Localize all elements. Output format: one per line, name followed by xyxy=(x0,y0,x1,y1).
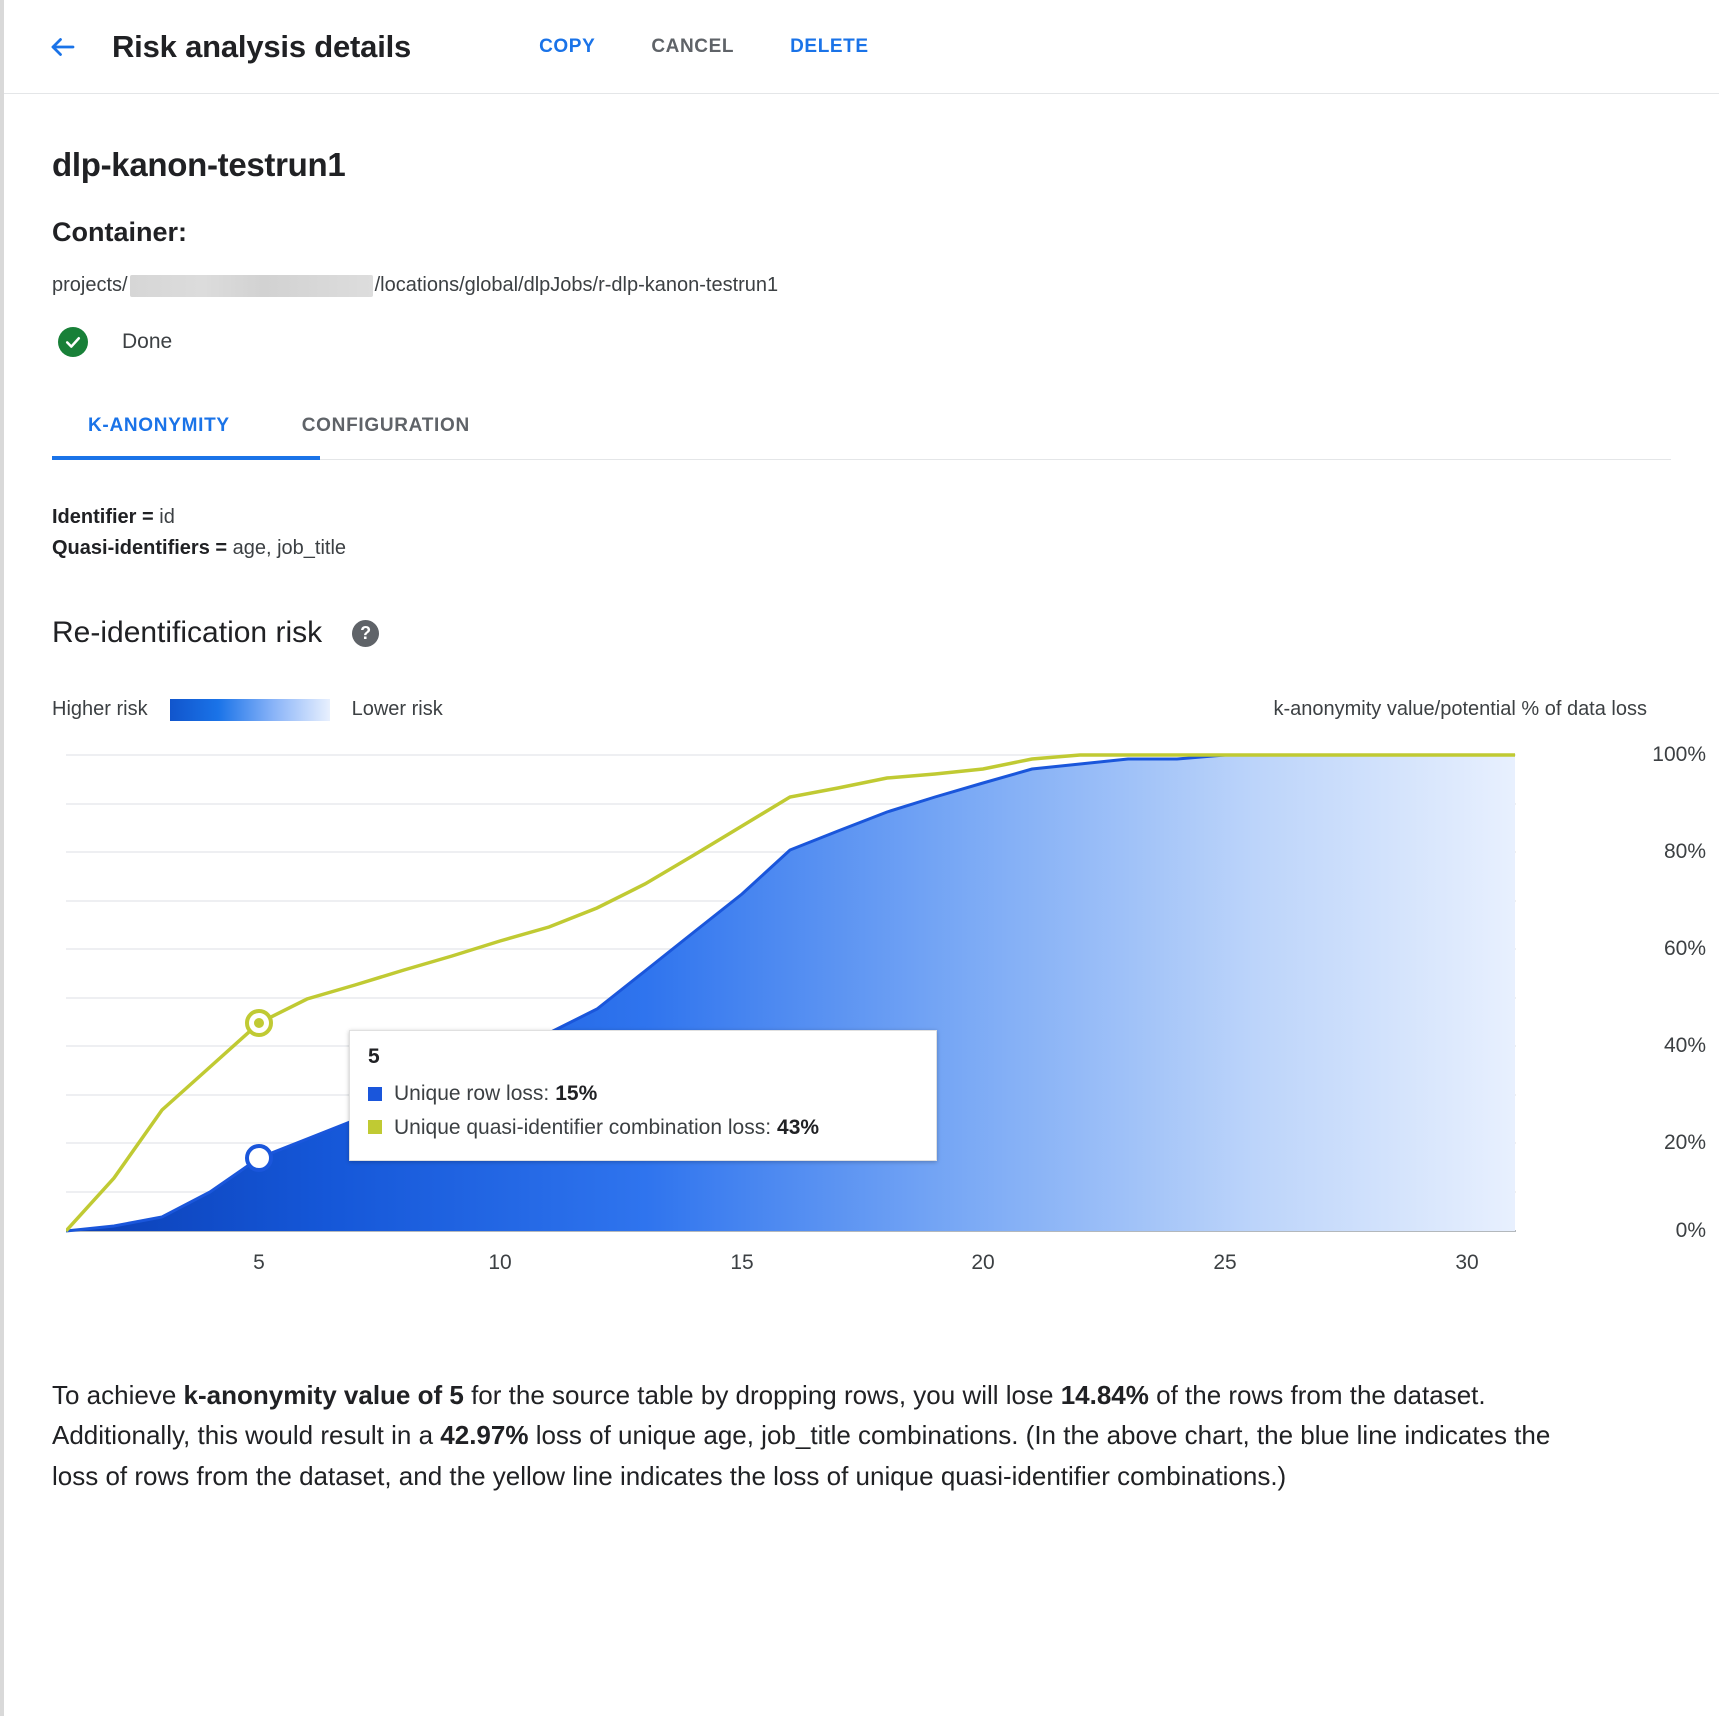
tab-configuration[interactable]: CONFIGURATION xyxy=(301,415,470,436)
risk-legend xyxy=(52,698,1671,721)
legend-gradient-bar xyxy=(170,699,330,721)
y-tick-60: 60% xyxy=(1663,937,1706,960)
container-path xyxy=(52,274,1671,297)
chart-marker-row-loss xyxy=(247,1146,271,1170)
y-tick-0: 0% xyxy=(1675,1219,1706,1242)
summary-part-3: of the rows from the dataset. Additionally, this would result in a xyxy=(52,1380,1486,1451)
status-text: Done xyxy=(122,330,173,353)
x-tick-10: 10 xyxy=(488,1251,512,1274)
y-tick-80: 80% xyxy=(1663,840,1706,863)
quasi-identifier-row xyxy=(52,533,1671,564)
tooltip-row-loss xyxy=(368,1077,918,1111)
tooltip-row-loss-label: Unique row loss: xyxy=(394,1082,550,1105)
tooltip-row-loss-value: 15% xyxy=(555,1082,598,1105)
x-tick-15: 15 xyxy=(730,1251,754,1274)
y-tick-40: 40% xyxy=(1663,1034,1706,1057)
chart-axis-caption: k-anonymity value/potential % of data loss xyxy=(1273,698,1647,720)
identifier-row xyxy=(52,502,1671,533)
identifier-summary xyxy=(52,502,1671,564)
x-tick-25: 25 xyxy=(1213,1251,1237,1274)
quasi-identifier-value: age, job_title xyxy=(227,537,347,559)
summary-paragraph xyxy=(52,1375,1671,1496)
container-path-suffix: /locations/global/dlpJobs/r-dlp-kanon-testrun1 xyxy=(374,274,779,296)
tooltip-row-loss-swatch xyxy=(368,1087,382,1101)
identifier-value: id xyxy=(153,506,175,528)
quasi-identifier-label: Quasi-identifiers = xyxy=(52,537,228,559)
tooltip-combination-loss xyxy=(368,1111,918,1145)
legend-higher-risk-label: Higher risk xyxy=(52,698,148,720)
tab-bar xyxy=(52,399,1671,460)
chart-tooltip xyxy=(349,1030,937,1161)
container-label: Container: xyxy=(52,217,187,247)
risk-section-title: Re-identification risk xyxy=(52,616,323,649)
x-tick-5: 5 xyxy=(253,1251,265,1274)
tooltip-k-value: 5 xyxy=(368,1045,380,1068)
summary-bold-combo-loss: 42.97% xyxy=(440,1420,529,1451)
chart-marker-combination-core xyxy=(254,1018,264,1028)
check-circle-icon xyxy=(58,327,88,357)
risk-chart xyxy=(52,743,1706,1274)
x-tick-20: 20 xyxy=(971,1251,995,1274)
page-title: Risk analysis details xyxy=(112,28,412,64)
y-tick-20: 20% xyxy=(1663,1131,1706,1154)
y-tick-100: 100% xyxy=(1652,743,1706,766)
tab-k-anonymity[interactable]: K-ANONYMITY xyxy=(52,399,266,459)
legend-lower-risk-label: Lower risk xyxy=(351,698,443,720)
summary-bold-row-loss: 14.84% xyxy=(1060,1380,1149,1410)
tooltip-combination-loss-label: Unique quasi-identifier combination loss: xyxy=(394,1115,772,1139)
summary-part-4: loss of unique age, job_title combinations. (In the above chart, the blue line indicates the loss of rows from the dataset, and the yellow line indicates the loss of unique quasi-identifier combinations.) xyxy=(52,1420,1551,1491)
back-arrow-icon[interactable] xyxy=(40,24,86,70)
x-tick-30: 30 xyxy=(1455,1251,1479,1274)
job-name: dlp-kanon-testrun1 xyxy=(52,146,346,183)
redacted-project-id xyxy=(130,275,373,297)
chart-x-axis-labels xyxy=(66,1241,1611,1281)
risk-section-header xyxy=(52,616,1671,650)
chart-plot-area[interactable] xyxy=(66,747,1611,1237)
top-bar-actions xyxy=(511,26,897,68)
chart-svg xyxy=(66,747,1611,1237)
container-path-prefix: projects/ xyxy=(52,274,128,296)
help-icon[interactable]: ? xyxy=(352,620,379,647)
tooltip-combination-loss-swatch xyxy=(368,1120,382,1134)
delete-button[interactable]: DELETE xyxy=(762,26,897,68)
top-app-bar xyxy=(4,0,1719,94)
summary-part-2: for the source table by dropping rows, you will lose xyxy=(463,1380,1061,1410)
summary-bold-k-value: k-anonymity value of 5 xyxy=(183,1380,464,1410)
cancel-button[interactable]: CANCEL xyxy=(623,26,762,68)
job-status xyxy=(52,327,1671,357)
chart-y-axis-labels xyxy=(1630,743,1719,1242)
tooltip-combination-loss-value: 43% xyxy=(777,1115,820,1139)
summary-part-1: To achieve xyxy=(52,1380,184,1410)
copy-button[interactable]: COPY xyxy=(511,26,623,68)
page-content xyxy=(4,146,1719,1496)
identifier-label: Identifier = xyxy=(52,506,154,528)
